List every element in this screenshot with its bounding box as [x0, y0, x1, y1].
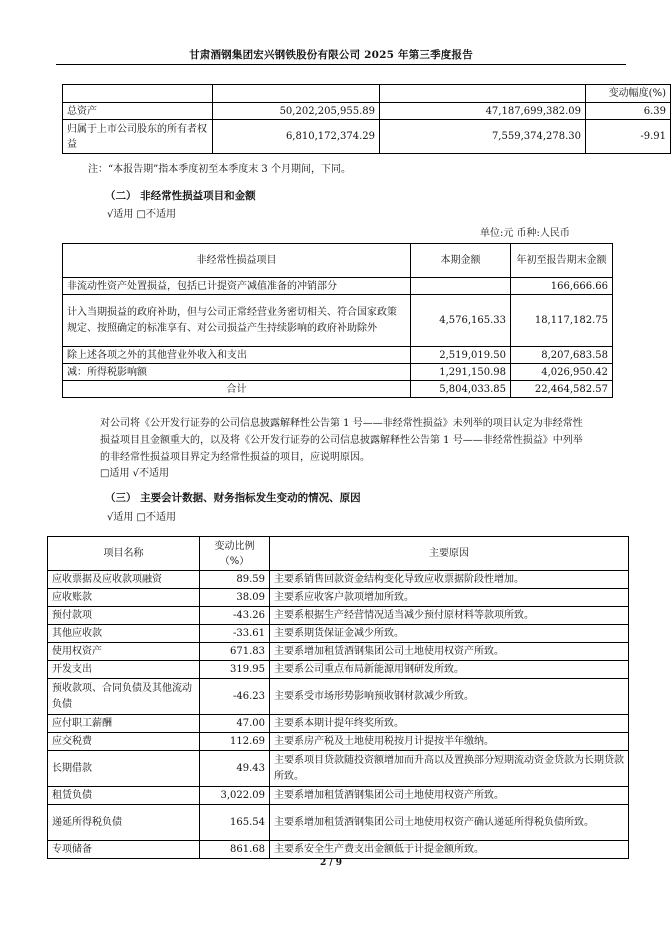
total-current: 5,804,033.85: [411, 381, 511, 398]
row-reason: 主要系项目贷款随投资额增加而升高以及置换部分短期流动资金贷款为长期贷款所致。: [270, 751, 629, 787]
row-item: 总资产: [63, 103, 213, 120]
row-prior: 47,187,699,382.09: [380, 103, 586, 120]
row-current: 6,810,172,374.29: [213, 120, 380, 154]
row-item: 租赁负债: [48, 787, 200, 805]
row-reason: 主要系销售回款资金结构变化导致应收票据阶段性增加。: [270, 571, 629, 589]
row-item: 专项储备: [48, 841, 200, 859]
row-ratio: 47.00: [200, 715, 270, 733]
row-ratio: 861.68: [200, 841, 270, 859]
row-item: 开发支出: [48, 661, 200, 679]
row-reason: 主要系增加租赁酒钢集团公司土地使用权资产所致。: [270, 787, 629, 805]
row-item: 预付款项: [48, 607, 200, 625]
changes-table: [47, 536, 629, 859]
row-item: 除上述各项之外的其他营业外收入和支出: [63, 347, 411, 364]
section-heading: （二） 非经常性损益项目和金额: [105, 190, 256, 202]
row-ratio: -43.26: [200, 607, 270, 625]
row-item: 减：所得税影响额: [63, 364, 411, 381]
row-item: 应收账款: [48, 589, 200, 607]
row-current: [411, 278, 511, 295]
row-prior: 7,559,374,278.30: [380, 120, 586, 154]
header-item: 项目名称: [48, 537, 200, 571]
unit-currency-line: 单位:元 币种:人民币: [480, 228, 570, 239]
row-reason: 主要系本期计提年终奖所致。: [270, 715, 629, 733]
row-reason: 主要系增加租赁酒钢集团公司土地使用权资产所致。: [270, 643, 629, 661]
row-reason: 主要系增加租赁酒钢集团公司土地使用权资产确认递延所得税负债所致。: [270, 805, 629, 841]
header-ratio: 变动比例（%）: [200, 537, 270, 571]
row-current: 1,291,150.98: [411, 364, 511, 381]
row-ytd: 4,026,950.42: [511, 364, 613, 381]
row-ytd: 18,117,182.75: [511, 295, 613, 347]
row-item: 应付职工薪酬: [48, 715, 200, 733]
header-blank: [380, 85, 586, 103]
row-ytd: 166,666.66: [511, 278, 613, 295]
change-header: 变动幅度(%): [586, 85, 671, 103]
row-ytd: 8,207,683.58: [511, 347, 613, 364]
row-item: 计入当期损益的政府补助，但与公司正常经营业务密切相关、符合国家政策规定、按照确定的标准享有、对公司损益产生持续影响的政府补助除外: [63, 295, 411, 347]
row-ratio: 49.43: [200, 751, 270, 787]
header-rule: [56, 64, 626, 65]
page-number: 2 / 9: [319, 858, 343, 868]
row-change: 6.39: [586, 103, 671, 120]
row-item: 应收票据及应收款项融资: [48, 571, 200, 589]
row-ratio: -46.23: [200, 679, 270, 715]
row-ratio: 112.69: [200, 733, 270, 751]
header-blank: [213, 85, 380, 103]
row-reason: 主要系安全生产费支出金额低于计提金额所致。: [270, 841, 629, 859]
row-item: 应交税费: [48, 733, 200, 751]
row-ratio: 38.09: [200, 589, 270, 607]
header-reason: 主要原因: [270, 537, 629, 571]
row-ratio: 671.83: [200, 643, 270, 661]
row-item: 长期借款: [48, 751, 200, 787]
row-reason: 主要系公司重点布局新能源用钢研发所致。: [270, 661, 629, 679]
row-ratio: 319.95: [200, 661, 270, 679]
page-header: 甘肃酒钢集团宏兴钢铁股份有限公司 2025 年第三季度报告: [189, 49, 473, 61]
row-reason: 主要系根据生产经营情况适当减少预付原材料等款项所致。: [270, 607, 629, 625]
header-ytd: 年初至报告期末金额: [511, 244, 613, 278]
applicability-checkboxes: √适用 □不适用: [107, 209, 176, 220]
header-blank: [63, 85, 213, 103]
row-reason: 主要系期货保证金减少所致。: [270, 625, 629, 643]
row-item: 其他应收款: [48, 625, 200, 643]
row-item: 非流动性资产处置损益，包括已计提资产减值准备的冲销部分: [63, 278, 411, 295]
row-current: 50,202,205,955.89: [213, 103, 380, 120]
row-ratio: 3,022.09: [200, 787, 270, 805]
header-current: 本期金额: [411, 244, 511, 278]
row-reason: 主要系应收客户款项增加所致。: [270, 589, 629, 607]
row-item: 预收款项、合同负债及其他流动负债: [48, 679, 200, 715]
row-change: -9.91: [586, 120, 671, 154]
row-ratio: -33.61: [200, 625, 270, 643]
row-ratio: 165.54: [200, 805, 270, 841]
row-ratio: 89.59: [200, 571, 270, 589]
row-reason: 主要系受市场形势影响预收钢材款减少所致。: [270, 679, 629, 715]
non-recurring-table: [62, 243, 613, 398]
row-current: 4,576,165.33: [411, 295, 511, 347]
total-label: 合计: [63, 381, 411, 398]
total-ytd: 22,464,582.57: [511, 381, 613, 398]
row-item: 使用权资产: [48, 643, 200, 661]
balance-table: [62, 84, 671, 154]
header-item: 非经常性损益项目: [63, 244, 411, 278]
applicability-checkboxes: √适用 □不适用: [107, 512, 176, 523]
row-current: 2,519,019.50: [411, 347, 511, 364]
row-item: 递延所得税负债: [48, 805, 200, 841]
section-heading: （三） 主要会计数据、财务指标发生变动的情况、原因: [105, 492, 361, 504]
row-item: 归属于上市公司股东的所有者权益: [63, 120, 213, 154]
table-note: 注：“本报告期”指本季度初至本季度末 3 个月期间，下同。: [88, 164, 351, 175]
applicability-checkboxes: □适用 √不适用: [100, 468, 169, 479]
explanation-paragraph: 对公司将《公开发行证券的公司信息披露解释性公告第 1 号——非经常性损益》未列举的项目认定为非经常性损益项目且金额重大的，以及将《公开发行证券的公司信息披露解释性公告第 1 号——非经常性损益》中列举的非经常性损益项目界定为经常性损益的项目，应说明原因。: [100, 418, 583, 463]
row-reason: 主要系房产税及土地使用税按月计提按半年缴纳。: [270, 733, 629, 751]
